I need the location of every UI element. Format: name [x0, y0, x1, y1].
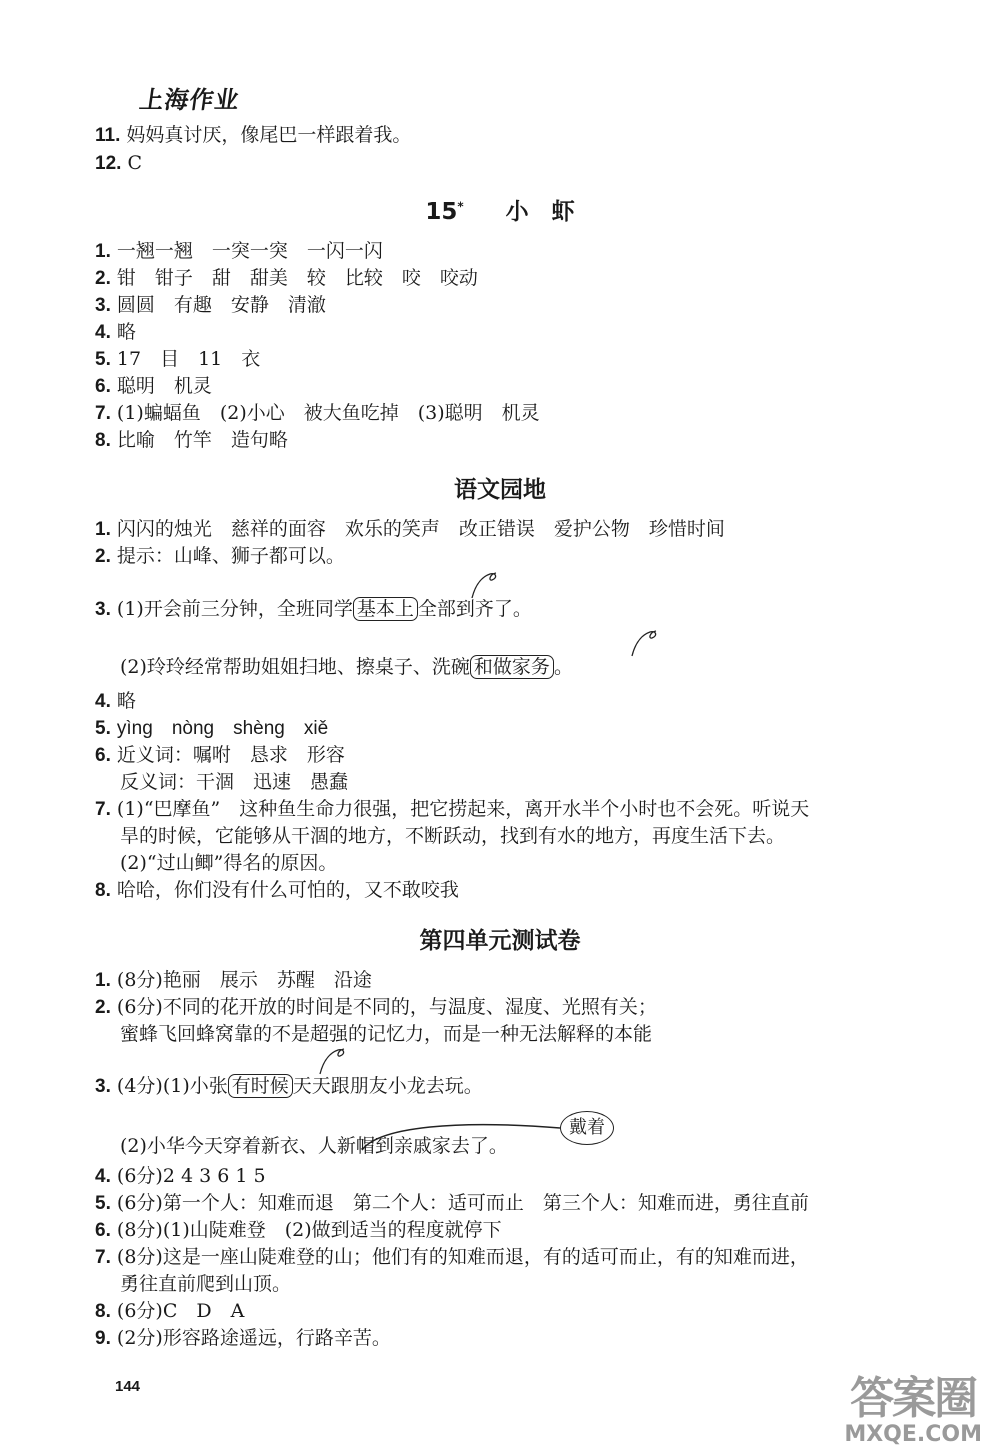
- answer-item: 2. 提示：山峰、狮子都可以。: [95, 545, 345, 567]
- answer-item: 2. (6分)不同的花开放的时间是不同的，与温度、湿度、光照有关；: [95, 996, 657, 1018]
- answer-item: (2)玲玲经常帮助姐姐扫地、擦桌子、洗碗 和做家务 。: [120, 656, 573, 678]
- answer-item: 8. 哈哈，你们没有什么可怕的，又不敢咬我: [95, 879, 459, 901]
- answer-line: 蜜蜂飞回蜂窝靠的不是超强的记忆力，而是一种无法解释的本能: [120, 1023, 653, 1045]
- answer-item: 3. (4分)(1)小张 有时候 天天跟朋友小龙去玩。: [95, 1075, 483, 1097]
- insertion-text: 戴着: [560, 1111, 614, 1145]
- correction-box: 基本上: [353, 597, 418, 621]
- answer-item: 5. yìng nòng shèng xiě: [95, 718, 329, 739]
- answer-item: 7. (8分)这是一座山陡难登的山；他们有的知难而退，有的适可而止，有的知难而进，: [95, 1246, 809, 1268]
- answer-line: 旱的时候，它能够从干涸的地方，不断跃动，找到有水的地方，再度生活下去。: [120, 825, 786, 847]
- answer-item: 9. (2分)形容路途遥远，行路辛苦。: [95, 1327, 391, 1349]
- deletion-mark-icon: [470, 570, 500, 600]
- section-title-garden: 语文园地: [454, 477, 546, 503]
- answer-item: 5. 17 目 11 衣: [95, 348, 261, 370]
- answer-item: 1. 一翘一翘 一突一突 一闪一闪: [95, 240, 383, 262]
- answer-item: 5. (6分)第一个人：知难而退 第二个人：适可而止 第三个人：知难而进，勇往直前: [95, 1192, 809, 1214]
- answer-item: 1. 闪闪的烛光 慈祥的面容 欢乐的笑声 改正错误 爱护公物 珍惜时间: [95, 518, 725, 540]
- answer-item: 8. 比喻 竹竿 造句略: [95, 429, 288, 451]
- answer-item: 6. 聪明 机灵: [95, 375, 212, 397]
- insertion-mark-icon: [360, 1118, 565, 1152]
- answer-item: 12. C: [95, 152, 143, 174]
- answer-line: (2)“过山鲫”得名的原因。: [120, 852, 338, 874]
- section-title-unit4: 第四单元测试卷: [419, 928, 581, 954]
- answer-item: 4. (6分)2 4 3 6 1 5: [95, 1165, 266, 1187]
- answer-item: 2. 钳 钳子 甜 甜美 较 比较 咬 咬动: [95, 267, 478, 289]
- page-number: 144: [115, 1378, 141, 1395]
- answer-item: 7. (1)蝙蝠鱼 (2)小心 被大鱼吃掉 (3)聪明 机灵: [95, 402, 540, 424]
- correction-box: 有时候: [228, 1074, 293, 1098]
- answer-item: 7. (1)“巴摩鱼” 这种鱼生命力很强，把它捞起来，离开水半个小时也不会死。听说天: [95, 798, 810, 820]
- answer-item: 8. (6分)C D A: [95, 1300, 245, 1322]
- watermark-logo: 答案圈: [850, 1373, 977, 1424]
- answer-item: 11. 妈妈真讨厌，像尾巴一样跟着我。: [95, 124, 412, 146]
- watermark: [844, 1375, 982, 1447]
- section-title-15: 15* 小 虾: [425, 199, 575, 225]
- deletion-mark-icon: [630, 628, 660, 658]
- correction-box: 和做家务: [470, 655, 554, 679]
- answer-item: 4. 略: [95, 321, 136, 343]
- answer-line: 反义词：干涸 迅速 愚蠢: [120, 771, 349, 793]
- answer-item: 3. 圆圆 有趣 安静 清澈: [95, 294, 326, 316]
- watermark-url: MXQE.COM: [844, 1422, 982, 1447]
- deletion-mark-icon: [318, 1046, 348, 1076]
- answer-item: 6. 近义词：嘱咐 恳求 形容: [95, 744, 345, 766]
- answer-item: 1. (8分)艳丽 展示 苏醒 沿途: [95, 969, 372, 991]
- answer-line: 勇往直前爬到山顶。: [120, 1273, 292, 1295]
- answer-line: (2)小华今天穿着新衣、人新帽到亲戚家去了。: [120, 1135, 508, 1157]
- series-logo: 上海作业: [137, 86, 242, 114]
- answer-item: 6. (8分)(1)山陡难登 (2)做到适当的程度就停下: [95, 1219, 502, 1241]
- answer-item: 3. (1)开会前三分钟，全班同学 基本上 全部到齐了。: [95, 598, 532, 620]
- answer-item: 4. 略: [95, 690, 136, 712]
